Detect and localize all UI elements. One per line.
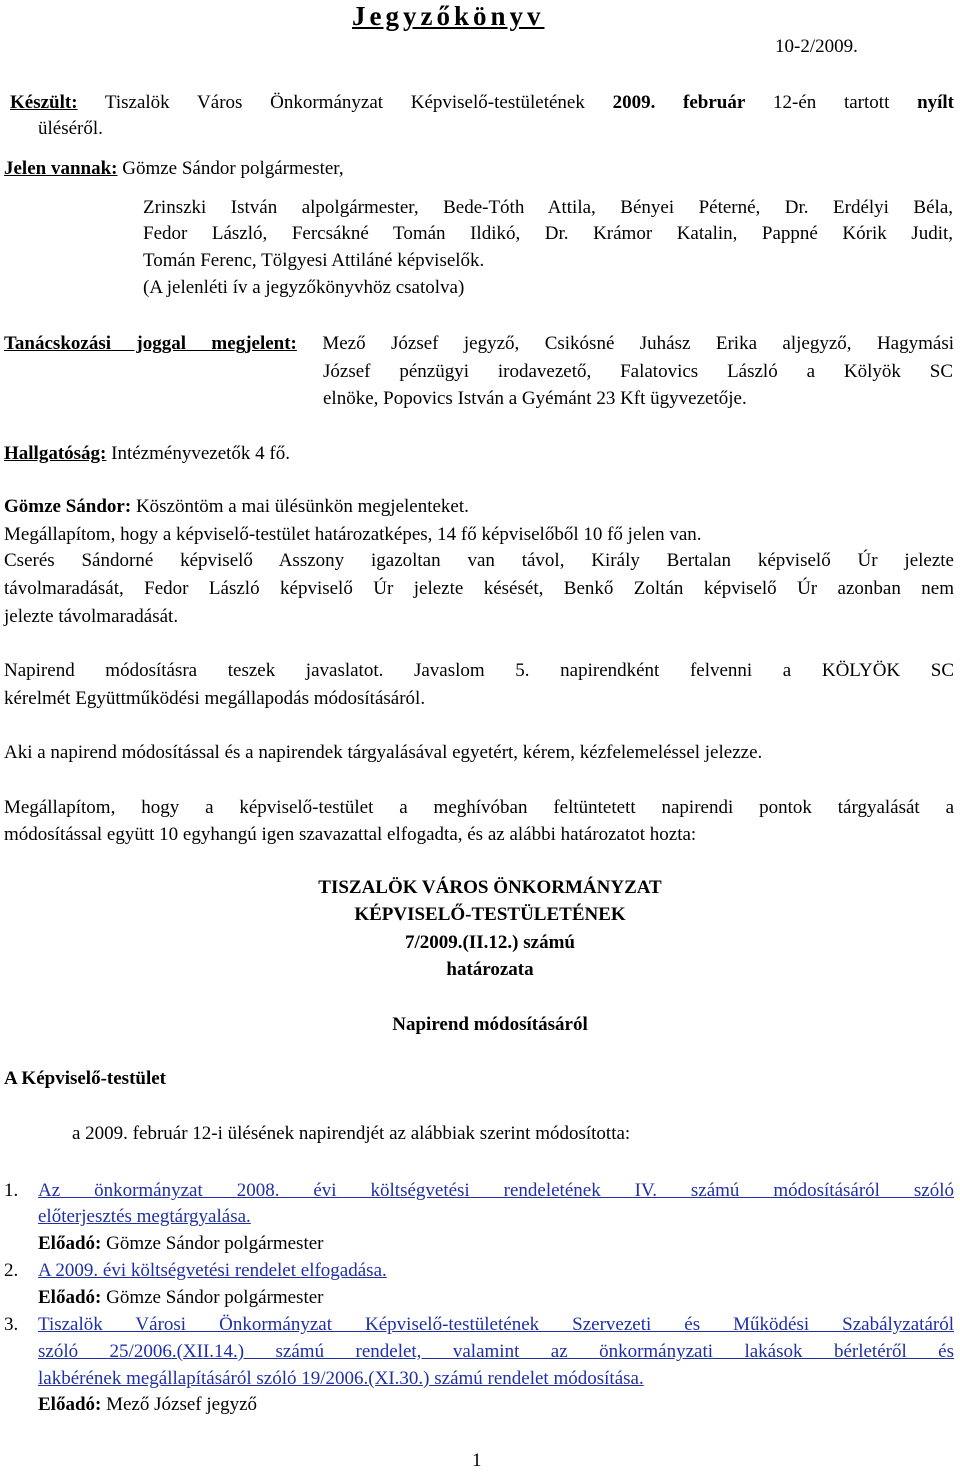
jelen-list-line: Fedor László, Fercsákné Tomán Ildikó, Dr. Krámor Katalin, Pappné Kórik Judit, bbox=[143, 223, 953, 244]
agenda-number: 1. bbox=[4, 1180, 19, 1201]
agenda-presenter: Előadó: Gömze Sándor polgármester bbox=[38, 1287, 324, 1308]
tanacskozasi-line: Tanácskozási joggal megjelent: Mező József jegyző, Csikósné Juhász Erika aljegyző, Hagymási bbox=[4, 333, 954, 354]
agenda-link-line[interactable]: szóló 25/2006.(XII.14.) számú rendelet, valamint az önkormányzati lakások bérletéről és bbox=[38, 1341, 954, 1362]
hallgatosag-line: Hallgatóság: Intézményvezetők 4 fő. bbox=[4, 443, 290, 464]
document-number: 10-2/2009. bbox=[775, 36, 858, 57]
jelen-list-line: Zrinszki István alpolgármester, Bede-Tóth Attila, Bényei Péterné, Dr. Erdélyi Béla, bbox=[143, 197, 953, 218]
paragraph: Megállapítom, hogy a képviselő-testület határozatképes, 14 fő képviselőből 10 fő jelen van. bbox=[4, 524, 702, 545]
resolution-title-line: TISZALÖK VÁROS ÖNKORMÁNYZAT bbox=[318, 877, 662, 898]
jelen-label: Jelen vannak: bbox=[4, 158, 118, 179]
keszult-line: Készült: Tiszalök Város Önkormányzat Képviselő-testületének 2009. február 12-én tartott nyílt bbox=[10, 92, 955, 113]
agenda-number: 2. bbox=[4, 1260, 19, 1281]
resolution-intro: a 2009. február 12-i ülésének napirendjét az alábbiak szerint módosította: bbox=[72, 1123, 631, 1144]
tanacskozasi-line: elnöke, Popovics István a Gyémánt 23 Kft ügyvezetője. bbox=[323, 388, 747, 409]
tanacskozasi-line: József pénzügyi irodavezető, Falatovics László a Kölyök SC bbox=[323, 361, 953, 382]
paragraph-line: távolmaradását, Fedor László képviselő Úr jelezte késését, Benkő Zoltán képviselő Úr azonban nem bbox=[4, 578, 954, 599]
agenda-link-line[interactable]: előterjesztés megtárgyalása. bbox=[38, 1206, 251, 1227]
hallgatosag-label: Hallgatóság: bbox=[4, 443, 107, 464]
keszult-line-2: üléséről. bbox=[38, 118, 103, 139]
paragraph-line: Cserés Sándorné képviselő Asszony igazoltan van távol, Király Bertalan képviselő Úr jelezte bbox=[4, 550, 954, 571]
paragraph-line: Megállapítom, hogy a képviselő-testület a meghívóban feltüntetett napirendi pontok tárgyalását a bbox=[4, 797, 954, 818]
speaker-name: Gömze Sándor: bbox=[4, 496, 132, 517]
paragraph-line: kérelmét Együttműködési megállapodás módosításáról. bbox=[4, 688, 426, 709]
jelen-list-line: Tomán Ferenc, Tölgyesi Attiláné képviselők. bbox=[143, 250, 485, 271]
agenda-presenter: Előadó: Mező József jegyző bbox=[38, 1394, 257, 1415]
agenda-number: 3. bbox=[4, 1314, 19, 1335]
agenda-link-line[interactable]: A 2009. évi költségvetési rendelet elfogadása. bbox=[38, 1260, 387, 1281]
resolution-label: határozata bbox=[446, 959, 534, 980]
paragraph: Aki a napirend módosítással és a napirendek tárgyalásával egyetért, kérem, kézfelemeléssel jelezze. bbox=[4, 742, 763, 763]
agenda-presenter: Előadó: Gömze Sándor polgármester bbox=[38, 1233, 324, 1254]
jelen-line: Jelen vannak: Gömze Sándor polgármester, bbox=[4, 158, 344, 179]
keszult-label: Készült: bbox=[10, 92, 78, 113]
resolution-subject: Napirend módosításáról bbox=[392, 1014, 588, 1035]
paragraph-line: jelezte távolmaradását. bbox=[4, 606, 179, 627]
resolution-body-label: A Képviselő-testület bbox=[4, 1068, 167, 1089]
agenda-link-line[interactable]: lakbérének megállapításáról szóló 19/2006.(XI.30.) számú rendelet módosítása. bbox=[38, 1368, 644, 1389]
resolution-title-line: KÉPVISELŐ-TESTÜLETÉNEK bbox=[354, 904, 626, 925]
document-title: Jegyzőkönyv bbox=[352, 1, 545, 31]
resolution-number: 7/2009.(II.12.) számú bbox=[405, 932, 575, 953]
agenda-link-line[interactable]: Tiszalök Városi Önkormányzat Képviselő-testületének Szervezeti és Működési Szabályzatáról bbox=[38, 1314, 954, 1335]
tanacskozasi-label: Tanácskozási joggal megjelent: bbox=[4, 333, 297, 354]
agenda-link-line[interactable]: Az önkormányzat 2008. évi költségvetési rendeletének IV. számú módosításáról szóló bbox=[38, 1180, 954, 1201]
speaker-line: Gömze Sándor: Köszöntöm a mai ülésünkön megjelenteket. bbox=[4, 496, 469, 517]
jelenleti-note: (A jelenléti ív a jegyzőkönyvhöz csatolva) bbox=[143, 277, 465, 298]
paragraph-line: Napirend módosításra teszek javaslatot. Javaslom 5. napirendként felvenni a KÖLYÖK SC bbox=[4, 660, 954, 681]
paragraph-line: módosítással együtt 10 egyhangú igen szavazattal elfogadta, és az alábbi határozatot hozta: bbox=[4, 824, 697, 845]
page-number: 1 bbox=[472, 1450, 482, 1471]
